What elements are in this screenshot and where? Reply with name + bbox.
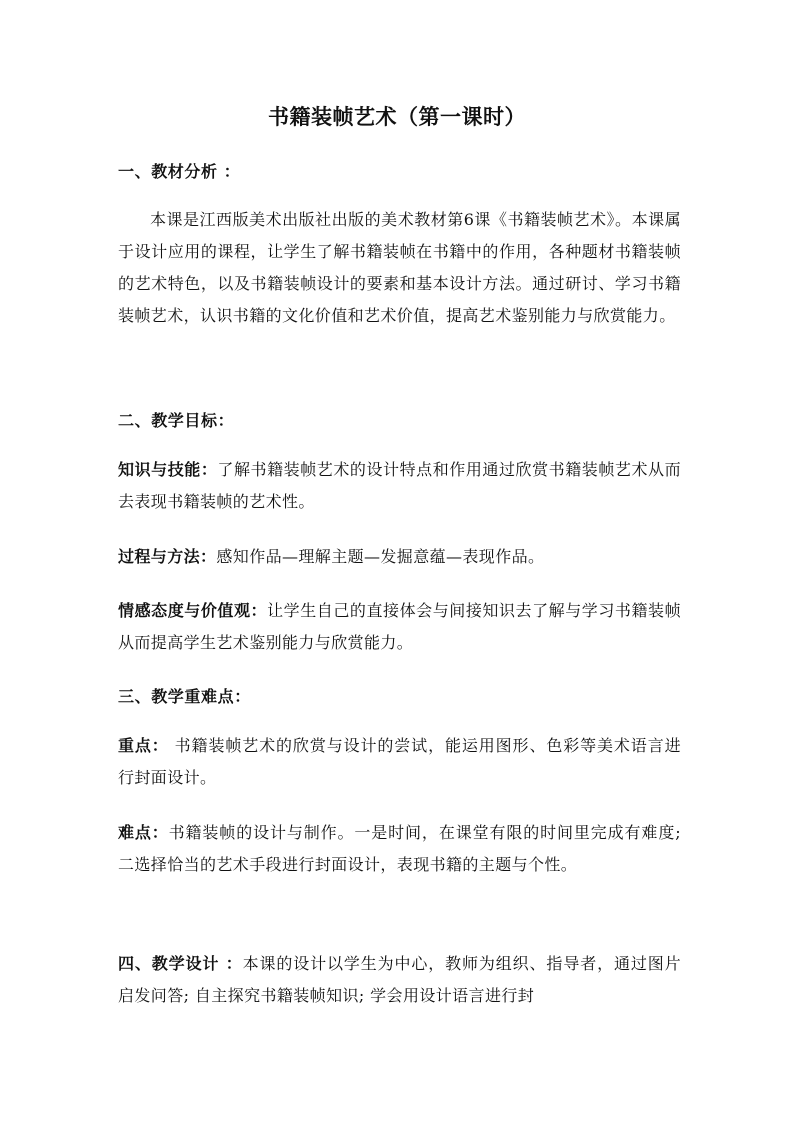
key-point-label: 重点： [118,736,169,755]
difficult-point-paragraph [118,817,681,881]
heading-key-difficult-points: 三、教学重难点： [118,687,251,706]
goal-emotion-text: 让学生自己的直接体会与间接知识去了解与学习书籍装帧从而提高学生艺术鉴别能力与欣赏能力。 [118,601,681,652]
document-title: 书籍装帧艺术（第一课时） [268,105,526,129]
key-point-paragraph [118,730,681,794]
goal-emotion-label: 情感态度与价值观： [118,601,268,620]
teaching-design-text: 本课的设计以学生为中心，教师为组织、指导者，通过图片启发问答; 自主探究书籍装帧知识; 学会用设计语言进行封 [118,954,681,1005]
goal-emotion-values [118,595,681,659]
goal-knowledge-label: 知识与技能： [118,460,218,479]
textbook-analysis-paragraph: 本课是江西版美术出版社出版的美术教材第6课《书籍装帧艺术》。本课属于设计应用的课程，让学生了解书籍装帧在书籍中的作用，各种题材书籍装帧的艺术特色，以及书籍装帧设计的要素和基本设计方法。通过研讨、学习书籍装帧艺术，认识书籍的文化价值和艺术价值，提高艺术鉴别能力与欣赏能力。 [118,210,681,325]
teaching-design-paragraph [118,948,681,1012]
goal-process-methods [118,541,681,573]
goal-process-label: 过程与方法： [118,547,217,566]
difficult-point-text: 书籍装帧的设计与制作。一是时间，在课堂有限的时间里完成有难度; 二选择恰当的艺术手段进行封面设计，表现书籍的主题与个性。 [118,823,681,874]
goal-process-text: 感知作品—理解主题—发掘意蕴—表现作品。 [216,547,545,566]
heading-teaching-goals: 二、教学目标： [118,411,235,430]
heading-textbook-analysis: 一、教材分析 ： [118,162,241,181]
goal-knowledge-text: 了解书籍装帧艺术的设计特点和作用通过欣赏书籍装帧艺术从而去表现书籍装帧的艺术性。 [118,460,682,511]
goal-knowledge-skills [118,454,681,518]
teaching-design-label: 四、教学设计 ： [118,954,243,973]
key-point-text: 书籍装帧艺术的欣赏与设计的尝试，能运用图形、色彩等美术语言进行封面设计。 [118,736,681,787]
difficult-point-label: 难点： [118,823,169,842]
